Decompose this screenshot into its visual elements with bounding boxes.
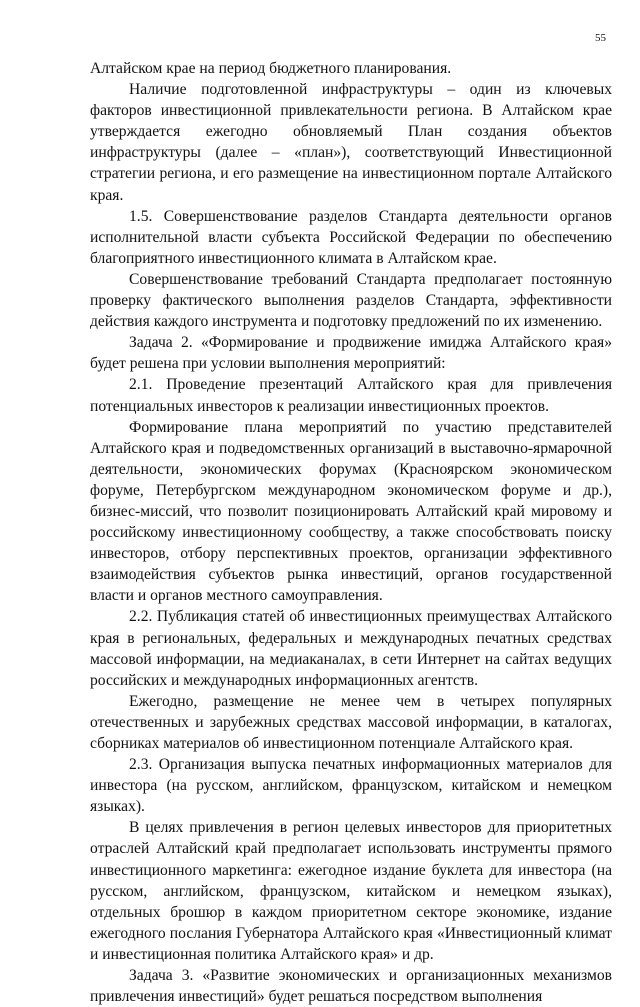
page-number: 55	[595, 32, 606, 44]
paragraph-task-2: Задача 2. «Формирование и продвижение имиджа Алтайского края» будет решена при условии выполнения мероприятий:	[90, 334, 612, 373]
paragraph-item-2-2: 2.2. Публикация статей об инвестиционных преимуществах Алтайского края в региональных, федеральных и международных печатных средствах массовой информации, на медиаканалах, в сети Интернет на сайтах ведущих российских и международных информационных агентств.	[90, 608, 612, 689]
paragraph-item-2-3: 2.3. Организация выпуска печатных информационных материалов для инвестора (на русском, английском, французском, китайском и немецком языках).	[90, 756, 612, 816]
paragraph-item-2-1: 2.1. Проведение презентаций Алтайского края для привлечения потенциальных инвесторов к реализации инвестиционных проектов.	[90, 376, 612, 415]
paragraph-annual-placement: Ежегодно, размещение не менее чем в четырех популярных отечественных и зарубежных средствах массовой информации, в каталогах, сборниках материалов об инвестиционном потенциале Алтайского края.	[90, 692, 612, 752]
paragraph-events-plan: Формирование плана мероприятий по участию представителей Алтайского края и подведомственных организаций в выставочно-ярмарочной деятельности, экономических форумах (Красноярском экономическом форуме, Петербургском международном экономическом форуме и др.), бизнес-миссий, что позволит позиционировать Алтайский край мировому и российскому инвестиционному сообществу, а также способствовать поиску инвесторов, отбору перспективных проектов, организации эффективного взаимодействия субъектов рынка инвестиций, органов государственной власти и органов местного самоуправления.	[90, 418, 612, 605]
paragraph-standard-improvement: Совершенствование требований Стандарта предполагает постоянную проверку фактического выполнения разделов Стандарта, эффективности действия каждого инструмента и подготовку предложений по их изменению.	[90, 270, 612, 331]
paragraph-continuation: Алтайском крае на период бюджетного планирования.	[90, 60, 452, 77]
document-body	[90, 58, 612, 1007]
paragraph-marketing-tools: В целях привлечения в регион целевых инвесторов для приоритетных отраслей Алтайский край предполагает использовать инструменты прямого инвестиционного маркетинга: ежегодное издание буклета для инвестора (на русском, английском, французском, китайском и немецком языках), отдельных брошюр в каждом приоритетном секторе экономике, издание ежегодного послания Губернатора Алтайского края «Инвестиционный климат и инвестиционная политика Алтайского края» и др.	[90, 819, 612, 963]
paragraph-task-3: Задача 3. «Развитие экономических и организационных механизмов привлечения инвестиций» будет решаться посредством выполнения	[90, 967, 612, 1006]
paragraph-item-1-5: 1.5. Совершенствование разделов Стандарта деятельности органов исполнительной власти субъекта Российской Федерации по обеспечению благоприятного инвестиционного климата в Алтайском крае.	[90, 207, 612, 267]
paragraph-infrastructure: Наличие подготовленной инфраструктуры – один из ключевых факторов инвестиционной привлекательности региона. В Алтайском крае утверждается ежегодно обновляемый План создания объектов инфраструктуры (далее – «план»), соответствующий Инвестиционной стратегии региона, и его размещение на инвестиционном портале Алтайского края.	[90, 81, 612, 204]
